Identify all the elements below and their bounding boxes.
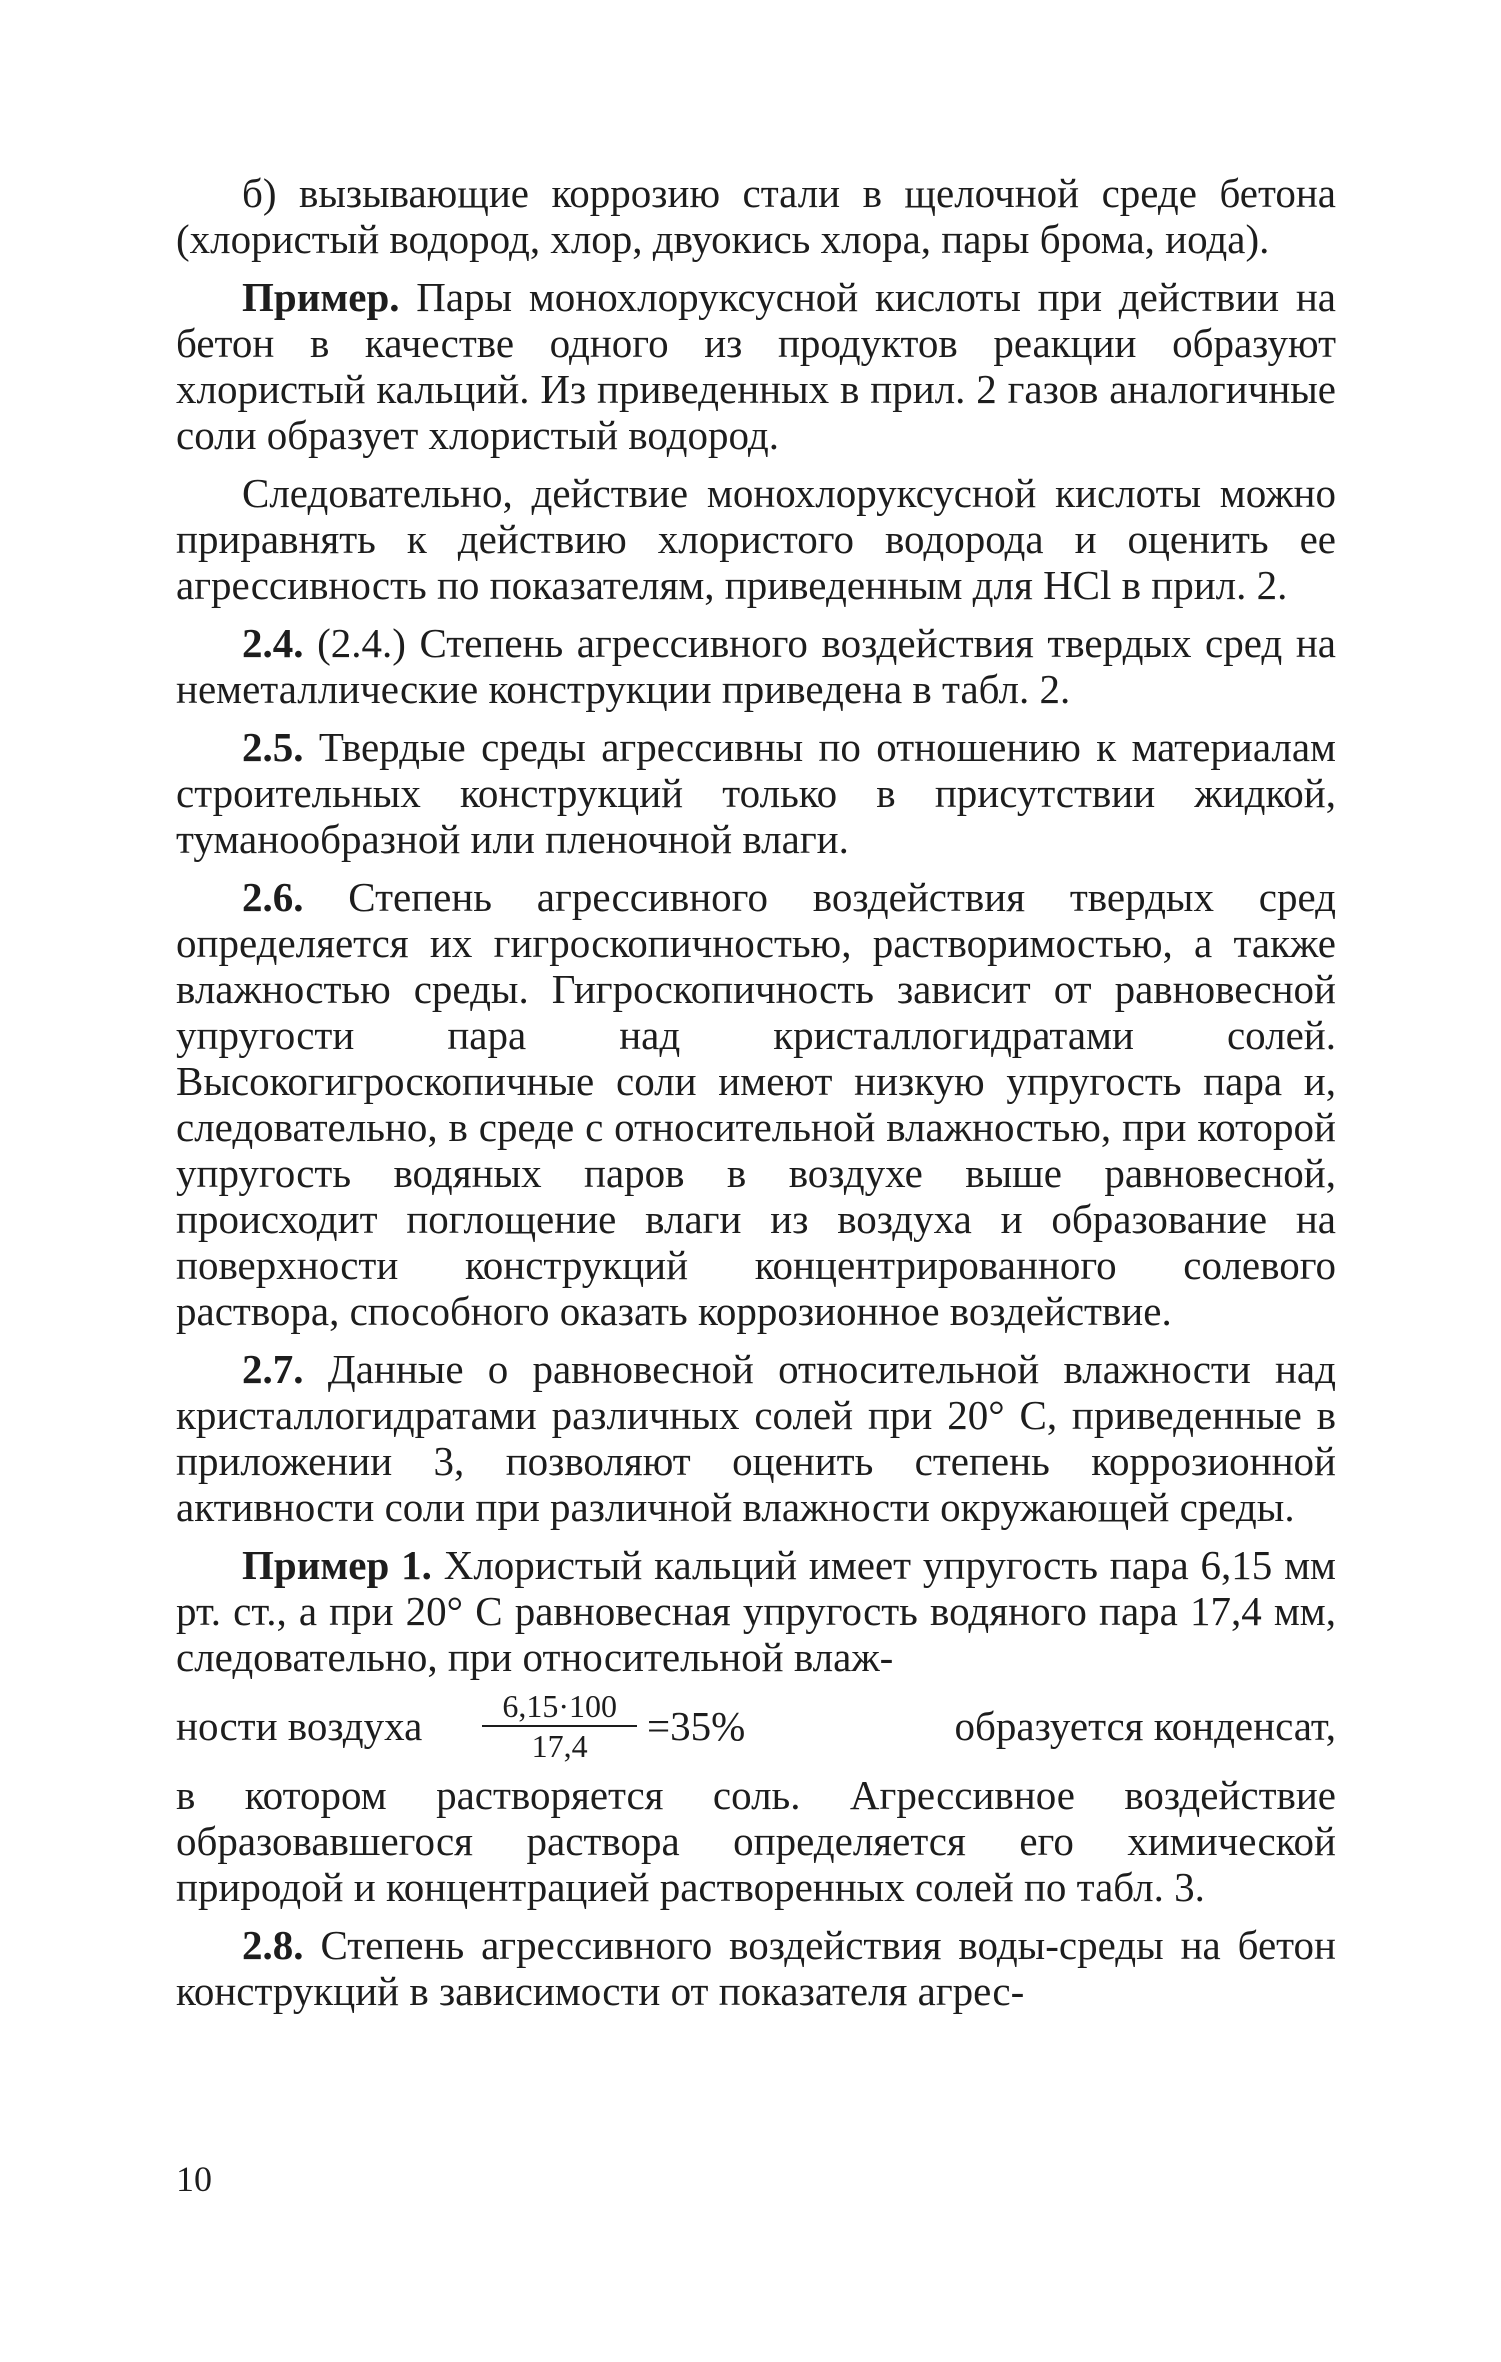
formula-line (176, 1680, 1336, 1772)
paragraph-2-6 (176, 874, 1336, 1334)
paragraph-example (176, 274, 1336, 458)
example-1-paragraph (176, 1542, 1336, 1680)
example-1-label: Пример 1. (242, 1542, 432, 1588)
paragraph-label: 2.7. (242, 1346, 304, 1392)
formula-fraction (482, 1687, 637, 1765)
paragraph-text: Твердые среды агрессивны по отношению к материалам строительных конструкций только в присутствии жидкой, туманообразной или пленочной влаги. (176, 724, 1336, 862)
example-1-block (176, 1542, 1336, 1910)
formula-prefix: ности воздуха (176, 1703, 423, 1749)
paragraph-2-8 (176, 1922, 1336, 2014)
formula-result: =35% (646, 1703, 746, 1749)
formula-suffix: образуется конденсат, (954, 1703, 1336, 1749)
paragraph-2-4 (176, 620, 1336, 712)
formula-numerator: 6,15·100 (482, 1687, 637, 1727)
paragraph-text: б) вызывающие коррозию стали в щелочной среде бетона (хлористый водород, хлор, двуокись хлора, пары брома, иода). (176, 170, 1336, 262)
page-number: 10 (176, 2159, 212, 2199)
paragraph-text: (2.4.) Степень агрессивного воздействия твердых сред на неметаллические конструкции приведена в табл. 2. (176, 620, 1336, 712)
paragraph-2-5 (176, 724, 1336, 862)
example-1-continuation: в котором растворяется соль. Агрессивное воздействие образовавшегося раствора определяется его химической природой и концентрацией растворенных солей по табл. 3. (176, 1772, 1336, 1910)
paragraph-label: Пример. (242, 274, 400, 320)
paragraph-text: Данные о равновесной относительной влажности над кристаллогидратами различных солей при 20° С, приведенные в приложении 3, позволяют оценить степень коррозионной активности соли при различной влажности окружающей среды. (176, 1346, 1336, 1530)
paragraph-label: 2.6. (242, 874, 304, 920)
example-1-text: Хлористый кальций имеет упругость пара 6,15 мм рт. ст., а при 20° С равновесная упругость водяного пара 17,4 мм, следовательно, при относительной влаж- (176, 1542, 1336, 1680)
paragraph-text: Степень агрессивного воздействия воды-среды на бетон конструкций в зависимости от показателя агрес- (176, 1922, 1336, 2014)
paragraph-b (176, 170, 1336, 262)
paragraph-text: Следовательно, действие монохлоруксусной кислоты можно приравнять к действию хлористого водорода и оценить ее агрессивность по показателям, приведенным для НСl в прил. 2. (176, 470, 1336, 608)
paragraph-text: Пары монохлоруксусной кислоты при действии на бетон в качестве одного из продуктов реакции образуют хлористый кальций. Из приведенных в прил. 2 газов аналогичные соли образует хлористый водород. (176, 274, 1336, 458)
formula-denominator: 17,4 (531, 1728, 588, 1764)
paragraph-label: 2.4. (242, 620, 304, 666)
paragraph-label: 2.5. (242, 724, 304, 770)
page-body (176, 170, 1336, 2026)
paragraph-text: Степень агрессивного воздействия твердых сред определяется их гигроскопичностью, растворимостью, а также влажностью среды. Гигроскопичность зависит от равновесной упругости пара над кристаллогидратами солей. Высокогигроскопичные соли имеют низкую упругость пара и, следовательно, в среде с относительной влажностью, при которой упругость водяных паров в воздухе выше равновесной, происходит поглощение влаги из воздуха и образование на поверхности конструкций концентрированного солевого раствора, способного оказать коррозионное воздействие. (176, 874, 1336, 1334)
paragraph-2-7 (176, 1346, 1336, 1530)
paragraph-consequently (176, 470, 1336, 608)
paragraph-label: 2.8. (242, 1922, 304, 1968)
